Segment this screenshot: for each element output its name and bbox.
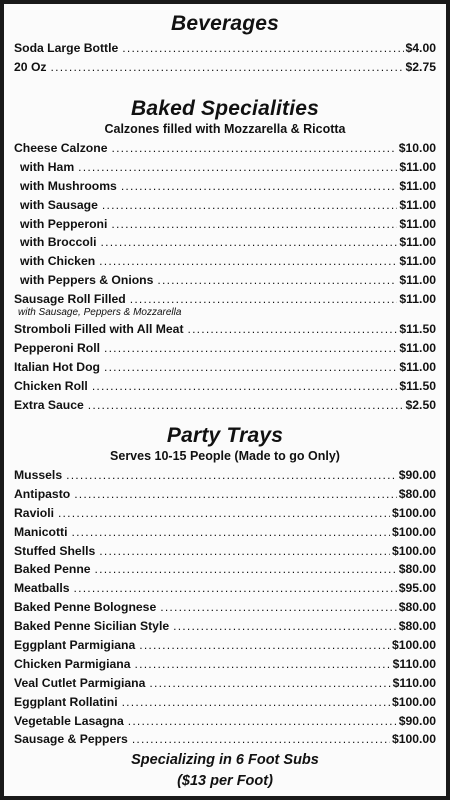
- party-trays-list: [14, 466, 436, 749]
- menu-item-name: with Sausage: [20, 197, 98, 212]
- menu-item-price: $11.00: [399, 197, 436, 212]
- dot-leader: [51, 58, 404, 77]
- menu-item-row: [14, 39, 436, 58]
- dot-leader: [135, 655, 391, 674]
- menu-item-price: $2.50: [405, 397, 436, 412]
- menu-item-name: Sausage & Peppers: [14, 732, 128, 747]
- menu-item-name: Baked Penne Bolognese: [14, 600, 157, 615]
- party-trays-section: [14, 424, 436, 749]
- menu-item-row: [14, 712, 436, 731]
- dot-leader: [173, 617, 397, 636]
- menu-item-name: Eggplant Rollatini: [14, 694, 118, 709]
- dot-leader: [99, 252, 397, 271]
- menu-item-row: [14, 655, 436, 674]
- menu-item-name: Meatballs: [14, 581, 70, 596]
- menu-item-name: with Pepperoni: [20, 216, 108, 231]
- menu-item-row: [14, 523, 436, 542]
- menu-item-price: $100.00: [391, 524, 436, 539]
- baked-specialities-subtitle: Calzones filled with Mozzarella & Ricotta: [104, 122, 346, 136]
- dot-leader: [122, 39, 403, 58]
- menu-item-price: $80.00: [398, 600, 436, 615]
- menu-item-name: with Chicken: [20, 254, 96, 269]
- menu-item-row: [14, 158, 436, 177]
- menu-item-price: $100.00: [391, 694, 436, 709]
- menu-item-row: [14, 542, 436, 561]
- menu-item-row: [14, 485, 436, 504]
- dot-leader: [102, 196, 398, 215]
- menu-item-row: [14, 617, 436, 636]
- menu-item-row: [14, 339, 436, 358]
- dot-leader: [111, 215, 397, 234]
- menu-page: [4, 4, 446, 796]
- menu-item-row: [14, 271, 436, 290]
- baked-specialities-list: [14, 139, 436, 414]
- menu-item-price: $11.00: [399, 178, 436, 193]
- menu-item-name: Pepperoni Roll: [14, 340, 100, 355]
- dot-leader: [157, 271, 397, 290]
- menu-item-name: Stromboli Filled with All Meat: [14, 322, 184, 337]
- dot-leader: [149, 674, 390, 693]
- menu-item-row: [14, 579, 436, 598]
- dot-leader: [92, 377, 398, 396]
- dot-leader: [101, 233, 398, 252]
- dot-leader: [160, 598, 396, 617]
- menu-item-row: [14, 252, 436, 271]
- menu-item-name: Antipasto: [14, 486, 71, 501]
- menu-item-row: [14, 636, 436, 655]
- menu-item-name: Chicken Roll: [14, 378, 88, 393]
- menu-item-price: $90.00: [398, 468, 436, 482]
- menu-item-price: $10.00: [398, 141, 436, 155]
- dot-leader: [74, 579, 397, 598]
- menu-item-row: [14, 598, 436, 617]
- menu-item-price: $11.00: [399, 273, 436, 288]
- menu-item-name: with Mushrooms: [20, 178, 117, 193]
- dot-leader: [128, 712, 397, 731]
- menu-item-name: Soda Large Bottle: [14, 41, 119, 55]
- menu-item-name: Baked Penne Sicilian Style: [14, 619, 170, 634]
- dot-leader: [72, 523, 390, 542]
- menu-item-row: [14, 693, 436, 712]
- menu-item-price: $2.75: [405, 59, 436, 74]
- menu-item-price: $100.00: [391, 638, 436, 653]
- menu-item-name: with Broccoli: [20, 235, 97, 250]
- menu-item-row: [14, 377, 436, 396]
- menu-item-name: Ravioli: [14, 505, 54, 520]
- menu-item-name: Chicken Parmigiana: [14, 656, 131, 671]
- menu-item-name: with Ham: [20, 159, 75, 174]
- baked-specialities-title: Baked Specialities: [130, 97, 320, 120]
- menu-item-row: [14, 504, 436, 523]
- dot-leader: [74, 485, 397, 504]
- menu-item-price: $110.00: [392, 656, 436, 671]
- party-trays-subtitle: Serves 10-15 People (Made to go Only): [110, 449, 340, 463]
- dot-leader: [95, 560, 397, 579]
- menu-item-name: Italian Hot Dog: [14, 359, 100, 374]
- dot-leader: [132, 730, 390, 749]
- dot-leader: [188, 320, 398, 339]
- menu-item-price: $95.00: [398, 581, 436, 596]
- menu-item-row: [14, 233, 436, 252]
- menu-item-name: Baked Penne: [14, 562, 91, 577]
- dot-leader: [139, 636, 390, 655]
- menu-item-name: with Peppers & Onions: [20, 273, 154, 288]
- menu-item-name: 20 Oz: [14, 59, 47, 74]
- menu-item-row: [14, 560, 436, 579]
- menu-item-price: $11.00: [399, 235, 436, 250]
- menu-item-price: $80.00: [398, 562, 436, 577]
- dot-leader: [104, 339, 397, 358]
- menu-item-row: [14, 196, 436, 215]
- menu-item-price: $100.00: [391, 732, 436, 747]
- dot-leader: [104, 358, 397, 377]
- menu-item-name: Eggplant Parmigiana: [14, 638, 136, 653]
- dot-leader: [111, 139, 396, 158]
- menu-item-row: [14, 358, 436, 377]
- dot-leader: [58, 504, 390, 523]
- beverages-list: [14, 39, 436, 77]
- footer-line-subs: Specializing in 6 Foot Subs: [131, 752, 319, 768]
- menu-item-name: Mussels: [14, 468, 63, 482]
- menu-item-row: [14, 139, 436, 158]
- dot-leader: [78, 158, 397, 177]
- menu-item-price: $11.00: [399, 254, 436, 269]
- beverages-section: [14, 12, 436, 77]
- menu-item-price: $11.00: [399, 292, 436, 307]
- menu-item-price: $11.00: [399, 359, 436, 374]
- menu-item-name: Stuffed Shells: [14, 543, 96, 558]
- menu-item-price: $100.00: [391, 543, 436, 558]
- dot-leader: [88, 396, 404, 415]
- dot-leader: [99, 542, 390, 561]
- menu-item-row: [14, 320, 436, 339]
- menu-item-name: Sausage Roll Filled: [14, 292, 126, 307]
- dot-leader: [66, 466, 397, 485]
- menu-item-price: $11.00: [399, 216, 436, 231]
- menu-item-price: $80.00: [398, 619, 436, 634]
- menu-item-price: $11.00: [399, 340, 436, 355]
- menu-item-row: [14, 58, 436, 77]
- menu-item-price: $80.00: [398, 486, 436, 501]
- party-trays-title: Party Trays: [166, 424, 284, 447]
- dot-leader: [122, 693, 390, 712]
- footer: [14, 750, 436, 792]
- menu-item-name: Extra Sauce: [14, 397, 84, 412]
- menu-item-note: with Sausage, Peppers & Mozzarella: [18, 307, 182, 319]
- menu-item-name: Vegetable Lasagna: [14, 713, 124, 728]
- menu-item-price: $11.50: [399, 322, 436, 337]
- menu-item-row: [14, 396, 436, 415]
- menu-item-price: $11.50: [399, 378, 436, 393]
- menu-item-price: $110.00: [392, 675, 436, 690]
- menu-item-row: [14, 466, 436, 485]
- baked-specialities-section: [14, 97, 436, 414]
- menu-item-row: [14, 730, 436, 749]
- menu-item-row: [14, 674, 436, 693]
- menu-item-price: $90.00: [398, 713, 436, 728]
- menu-item-name: Manicotti: [14, 524, 68, 539]
- dot-leader: [121, 177, 398, 196]
- menu-item-name: Cheese Calzone: [14, 141, 108, 155]
- menu-item-row: [14, 215, 436, 234]
- menu-item-price: $100.00: [391, 505, 436, 520]
- footer-line-price: ($13 per Foot): [177, 773, 273, 789]
- menu-item-name: Veal Cutlet Parmigiana: [14, 675, 146, 690]
- menu-item-price: $11.00: [399, 159, 436, 174]
- beverages-title: Beverages: [170, 12, 280, 35]
- menu-item-row: [14, 177, 436, 196]
- menu-item-price: $4.00: [405, 41, 436, 55]
